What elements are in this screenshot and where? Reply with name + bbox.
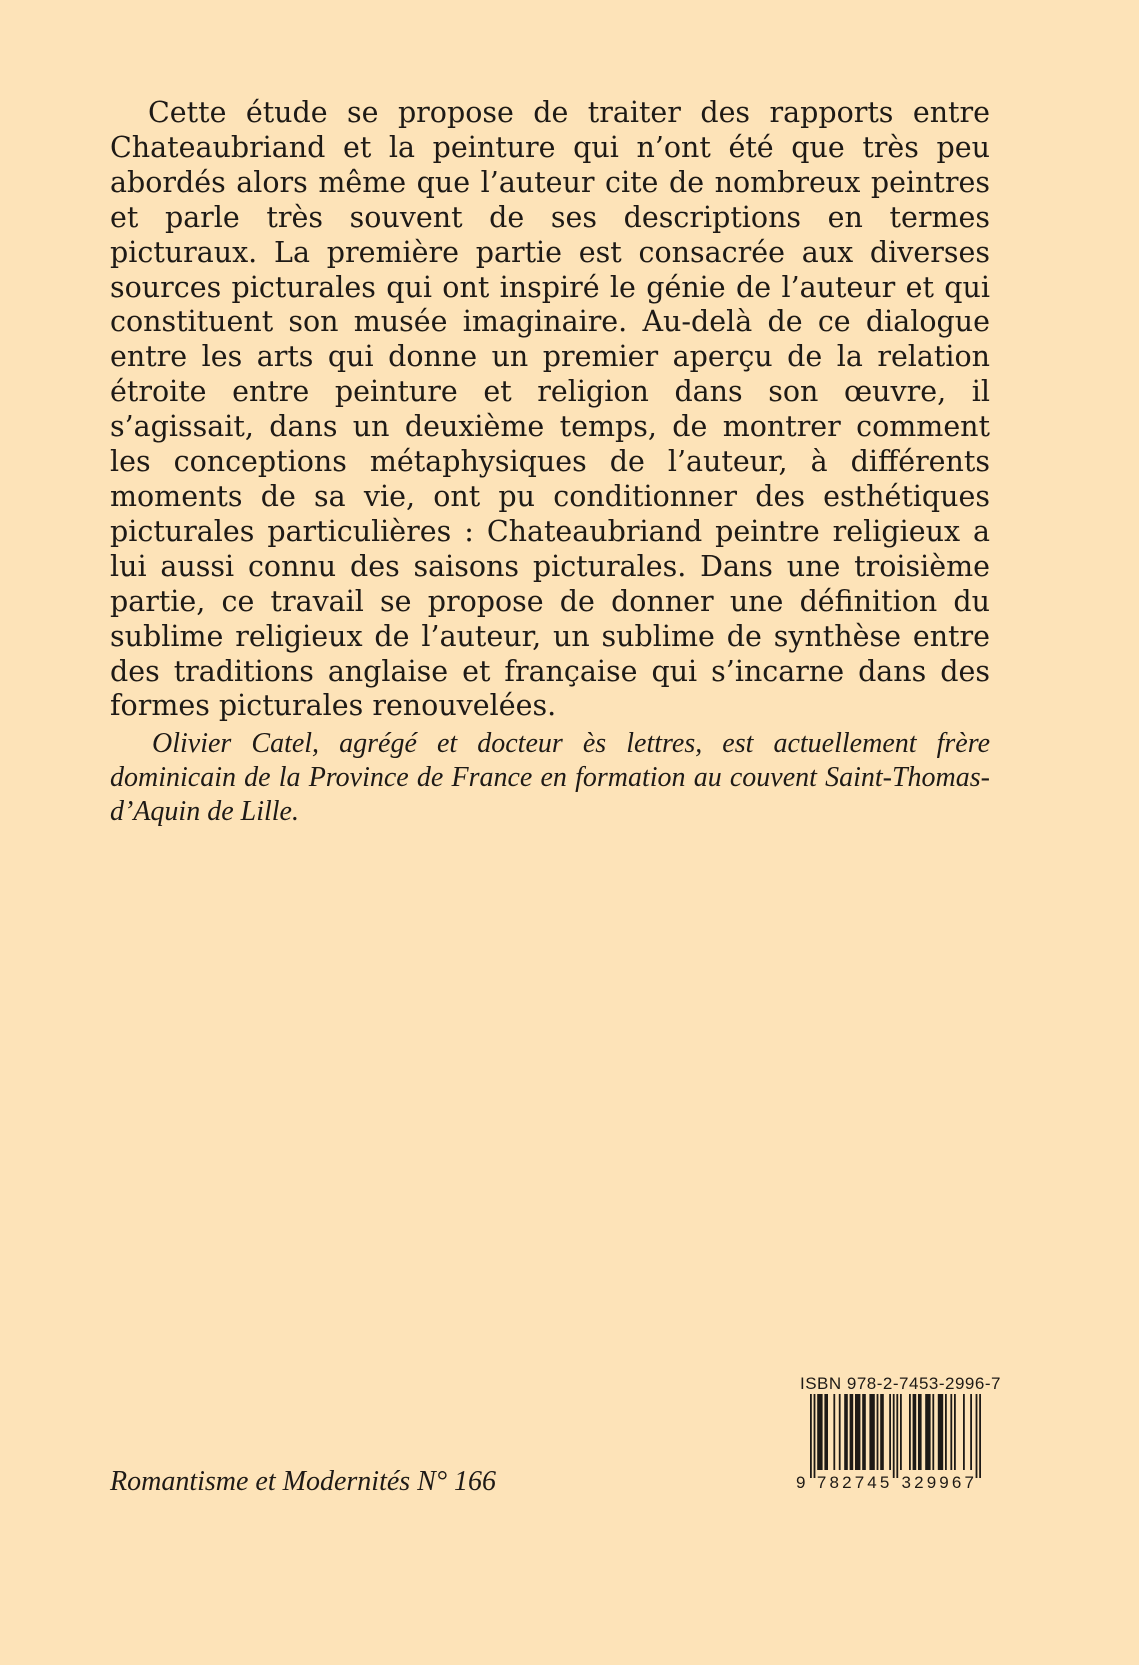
barcode-digit: 2 (914, 1473, 924, 1492)
barcode-digit: 7 (816, 1473, 827, 1492)
barcode-bar (945, 1394, 947, 1470)
series-title: Romantisme et Modernités N° 166 (110, 1466, 497, 1497)
barcode-bar (839, 1394, 841, 1470)
barcode-image (796, 1394, 990, 1494)
barcode-digit: 9 (926, 1473, 937, 1492)
barcode-bar (862, 1394, 866, 1470)
barcode-bar (817, 1394, 822, 1470)
barcode-bar (869, 1394, 874, 1470)
barcode-bar (850, 1394, 854, 1470)
barcode-bar (900, 1394, 902, 1470)
barcode-bar (954, 1394, 956, 1470)
barcode-bar (913, 1394, 917, 1470)
barcode-bar (844, 1394, 848, 1470)
barcode-bar (932, 1394, 934, 1470)
barcode-digit: 7 (854, 1473, 865, 1492)
barcode-digit: 3 (901, 1473, 911, 1492)
barcode-bar (950, 1394, 952, 1470)
barcode-digit: 5 (879, 1473, 890, 1492)
barcode-bar (824, 1394, 828, 1470)
barcode-bar (918, 1394, 922, 1470)
barcode-bar (909, 1394, 911, 1470)
barcode-bar (970, 1394, 972, 1470)
barcode-bar (889, 1394, 891, 1470)
barcode-bar (855, 1394, 860, 1470)
barcode-bar (963, 1394, 965, 1470)
barcode-digit: 4 (867, 1473, 877, 1492)
barcode-digit: 7 (964, 1473, 974, 1492)
barcode-guard-bar (893, 1394, 895, 1478)
barcode-bar (925, 1394, 930, 1470)
isbn-barcode-block (796, 1374, 1001, 1494)
barcode-digit: 6 (951, 1473, 962, 1492)
barcode-guard-bar (896, 1394, 898, 1478)
barcode-guard-bar (979, 1394, 981, 1478)
barcode-bar (880, 1394, 884, 1470)
barcode-guard-bar (810, 1394, 812, 1478)
barcode-bar (938, 1394, 943, 1470)
barcode-bar (833, 1394, 835, 1470)
barcode-digit: 9 (796, 1473, 806, 1492)
author-biography: Olivier Catel, agrégé et docteur ès lettres, est actuellement frère dominicain de la Province de France en formation au couvent Saint-Thomas-d’Aquin de Lille. (110, 728, 990, 827)
barcode-guard-bar (976, 1394, 978, 1478)
barcode-bar (877, 1394, 879, 1470)
isbn-label: ISBN 978-2-7453-2996-7 (800, 1374, 1001, 1393)
back-cover-summary: Cette étude se propose de traiter des rapports entre Chateaubriand et la peinture qui n’ont été que très peu abordés alors même que l’auteur cite de nombreux peintres et parle très souvent de ses descriptions en termes picturaux. La première partie est consacrée aux diverses sources picturales qui ont inspiré le génie de l’auteur et qui constituent son musée imaginaire. Au-delà de ce dialogue entre les arts qui donne un premier aperçu de la relation étroite entre peinture et religion dans son œuvre, il s’agissait, dans un deuxième temps, de montrer comment les conceptions métaphysiques de l’auteur, à différents moments de sa vie, ont pu conditionner des esthétiques picturales particulières : Chateaubriand peintre religieux a lui aussi connu des saisons picturales. Dans une troisième partie, ce travail se propose de donner une définition du sublime religieux de l’auteur, un sublime de synthèse entre des traditions anglaise et française qui s’incarne dans des formes picturales renouvelées. (110, 96, 990, 723)
barcode-digit: 9 (939, 1473, 949, 1492)
barcode-digit: 2 (842, 1473, 852, 1492)
barcode-guard-bar (814, 1394, 816, 1478)
barcode-digit: 8 (829, 1473, 839, 1492)
